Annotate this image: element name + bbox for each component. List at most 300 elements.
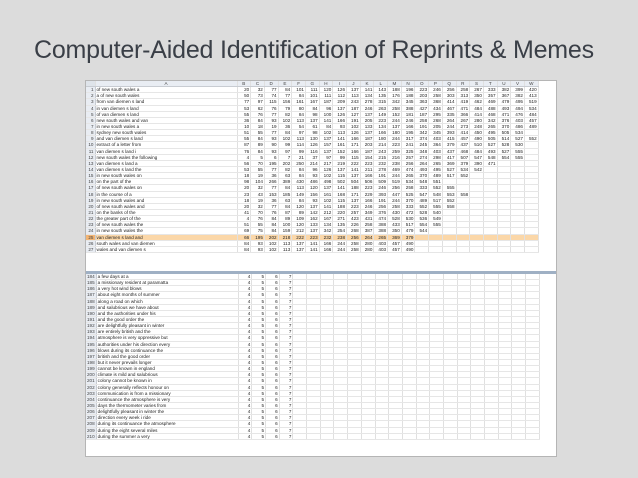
value-cell[interactable]: 113 xyxy=(347,93,361,99)
row-number[interactable]: 11 xyxy=(86,148,95,154)
value-cell[interactable]: 6 xyxy=(266,280,280,286)
phrase-cell[interactable]: days the thermometer varies from xyxy=(96,402,238,408)
value-cell[interactable]: 126 xyxy=(333,87,347,93)
value-cell[interactable]: 84 xyxy=(264,222,278,228)
value-cell[interactable]: 379 xyxy=(456,160,470,166)
phrase-cell[interactable]: in new south wales on xyxy=(95,173,237,179)
phrase-cell[interactable]: continuance the atmosphere is very xyxy=(96,396,238,402)
value-cell[interactable]: 55 xyxy=(251,130,265,136)
value-cell[interactable]: 366 xyxy=(456,111,470,117)
value-cell[interactable] xyxy=(497,246,511,252)
value-cell[interactable]: 7 xyxy=(279,415,293,421)
value-cell[interactable]: 5 xyxy=(252,298,266,304)
value-cell[interactable]: 7 xyxy=(279,323,293,329)
bottom-grid[interactable] xyxy=(86,274,540,440)
value-cell[interactable]: 202 xyxy=(264,234,278,240)
value-cell[interactable]: 93 xyxy=(264,148,278,154)
value-cell[interactable]: 55 xyxy=(251,166,265,172)
value-cell[interactable] xyxy=(389,433,403,439)
value-cell[interactable]: 84 xyxy=(292,111,306,117)
value-cell[interactable]: 256 xyxy=(347,234,361,240)
value-cell[interactable]: 427 xyxy=(415,105,429,111)
value-cell[interactable]: 6 xyxy=(266,402,280,408)
value-cell[interactable]: 114 xyxy=(292,142,306,148)
value-cell[interactable]: 399 xyxy=(511,87,525,93)
phrase-cell[interactable]: and the authorities under his xyxy=(96,310,238,316)
value-cell[interactable]: 450 xyxy=(470,130,484,136)
value-cell[interactable]: 36 xyxy=(237,117,251,123)
value-cell[interactable]: 7 xyxy=(279,347,293,353)
value-cell[interactable]: 7 xyxy=(279,421,293,427)
value-cell[interactable]: 498 xyxy=(319,179,333,185)
value-cell[interactable]: 5 xyxy=(252,310,266,316)
value-cell[interactable]: 549 xyxy=(429,216,443,222)
value-cell[interactable]: 357 xyxy=(483,93,497,99)
value-cell[interactable]: 342 xyxy=(319,228,333,234)
value-cell[interactable]: 74 xyxy=(264,93,278,99)
row-number[interactable]: 23 xyxy=(86,222,95,228)
column-header-o[interactable]: O xyxy=(415,81,429,87)
value-cell[interactable]: 5 xyxy=(252,353,266,359)
value-cell[interactable]: 4 xyxy=(238,310,252,316)
value-cell[interactable]: 63 xyxy=(278,197,292,203)
value-cell[interactable]: 116 xyxy=(305,148,319,154)
value-cell[interactable]: 137 xyxy=(305,228,319,234)
value-cell[interactable]: 93 xyxy=(251,246,265,252)
value-cell[interactable]: 263 xyxy=(374,105,388,111)
row-number[interactable]: 200 xyxy=(87,372,95,378)
value-cell[interactable]: 84 xyxy=(251,136,265,142)
value-cell[interactable]: 506 xyxy=(360,179,374,185)
value-cell[interactable]: 223 xyxy=(360,185,374,191)
value-cell[interactable]: 223 xyxy=(374,117,388,123)
value-cell[interactable]: 342 xyxy=(415,130,429,136)
value-cell[interactable]: 191 xyxy=(374,197,388,203)
value-cell[interactable] xyxy=(293,433,307,439)
row-number[interactable]: 20 xyxy=(86,203,95,209)
value-cell[interactable]: 534 xyxy=(511,130,525,136)
value-cell[interactable]: 403 xyxy=(511,117,525,123)
value-cell[interactable]: 113 xyxy=(278,240,292,246)
value-cell[interactable]: 437 xyxy=(456,142,470,148)
value-cell[interactable] xyxy=(512,433,526,439)
value-cell[interactable]: 84 xyxy=(305,105,319,111)
row-number[interactable]: 6 xyxy=(86,117,95,123)
value-cell[interactable]: 215 xyxy=(374,154,388,160)
phrase-cell[interactable]: and van diemen s land xyxy=(95,136,237,142)
value-cell[interactable]: 245 xyxy=(415,142,429,148)
row-number[interactable]: 19 xyxy=(86,197,95,203)
value-cell[interactable]: 528 xyxy=(415,209,429,215)
value-cell[interactable]: 368 xyxy=(429,99,443,105)
value-cell[interactable]: 265 xyxy=(401,173,415,179)
value-cell[interactable]: 348 xyxy=(415,148,429,154)
value-cell[interactable]: 554 xyxy=(497,154,511,160)
value-cell[interactable]: 222 xyxy=(347,160,361,166)
value-cell[interactable]: 248 xyxy=(470,123,484,129)
value-cell[interactable]: 53 xyxy=(237,105,251,111)
value-cell[interactable]: 552 xyxy=(456,173,470,179)
value-cell[interactable]: 273 xyxy=(456,123,470,129)
value-cell[interactable] xyxy=(456,246,470,252)
value-cell[interactable]: 468 xyxy=(483,111,497,117)
value-cell[interactable]: 98 xyxy=(305,111,319,117)
value-cell[interactable]: 84 xyxy=(319,123,333,129)
value-cell[interactable]: 528 xyxy=(388,216,402,222)
value-cell[interactable]: 77 xyxy=(264,87,278,93)
value-cell[interactable]: 7 xyxy=(279,310,293,316)
value-cell[interactable]: 141 xyxy=(360,87,374,93)
row-number[interactable]: 9 xyxy=(86,136,95,142)
value-cell[interactable]: 135 xyxy=(374,93,388,99)
value-cell[interactable]: 474 xyxy=(374,216,388,222)
value-cell[interactable]: 54 xyxy=(292,123,306,129)
column-header-a[interactable]: A xyxy=(95,81,237,87)
value-cell[interactable]: 7 xyxy=(279,384,293,390)
value-cell[interactable]: 6 xyxy=(266,286,280,292)
value-cell[interactable]: 479 xyxy=(401,228,415,234)
row-number[interactable]: 205 xyxy=(87,403,95,409)
value-cell[interactable]: 133 xyxy=(305,222,319,228)
value-cell[interactable]: 420 xyxy=(524,87,538,93)
value-cell[interactable]: 7 xyxy=(279,304,293,310)
value-cell[interactable]: 76 xyxy=(264,209,278,215)
value-cell[interactable]: 552 xyxy=(429,185,443,191)
value-cell[interactable] xyxy=(348,433,362,439)
value-cell[interactable]: 4 xyxy=(238,280,252,286)
row-number[interactable]: 192 xyxy=(87,323,95,329)
value-cell[interactable]: 5 xyxy=(252,341,266,347)
column-header-d[interactable]: D xyxy=(264,81,278,87)
value-cell[interactable]: 51 xyxy=(237,130,251,136)
value-cell[interactable]: 32 xyxy=(251,203,265,209)
value-cell[interactable]: 137 xyxy=(333,105,347,111)
value-cell[interactable]: 244 xyxy=(388,136,402,142)
column-header-p[interactable]: P xyxy=(429,81,443,87)
phrase-cell[interactable]: of new south wales and xyxy=(95,203,237,209)
value-cell[interactable]: 530 xyxy=(511,142,525,148)
row-number[interactable]: 5 xyxy=(86,111,95,117)
value-cell[interactable]: 232 xyxy=(374,160,388,166)
value-cell[interactable]: 7 xyxy=(279,341,293,347)
value-cell[interactable]: 96 xyxy=(319,105,333,111)
value-cell[interactable]: 7 xyxy=(279,409,293,415)
value-cell[interactable]: 115 xyxy=(347,154,361,160)
value-cell[interactable]: 187 xyxy=(347,105,361,111)
value-cell[interactable]: 5 xyxy=(252,316,266,322)
row-number[interactable]: 26 xyxy=(86,240,95,246)
value-cell[interactable]: 18 xyxy=(237,197,251,203)
column-header-t[interactable]: T xyxy=(483,81,497,87)
value-cell[interactable]: 265 xyxy=(483,123,497,129)
phrase-cell[interactable]: colony cannot be known in xyxy=(96,378,238,384)
value-cell[interactable]: 271 xyxy=(333,216,347,222)
value-cell[interactable]: 5 xyxy=(252,329,266,335)
value-cell[interactable]: 102 xyxy=(264,246,278,252)
value-cell[interactable]: 468 xyxy=(456,148,470,154)
value-cell[interactable]: 20 xyxy=(237,203,251,209)
value-cell[interactable]: 7 xyxy=(279,366,293,372)
phrase-cell[interactable]: cannot be known in england xyxy=(96,366,238,372)
value-cell[interactable]: 156 xyxy=(305,191,319,197)
value-cell[interactable]: 156 xyxy=(278,99,292,105)
value-cell[interactable]: 97 xyxy=(251,99,265,105)
value-cell[interactable]: 10 xyxy=(237,123,251,129)
phrase-cell[interactable]: a of new south wales xyxy=(95,93,237,99)
column-header-e[interactable]: E xyxy=(278,81,292,87)
row-number[interactable]: 1 xyxy=(86,87,95,93)
value-cell[interactable]: 241 xyxy=(401,142,415,148)
value-cell[interactable]: 7 xyxy=(279,402,293,408)
value-cell[interactable]: 137 xyxy=(347,173,361,179)
value-cell[interactable]: 6 xyxy=(266,341,280,347)
value-cell[interactable]: 4 xyxy=(238,372,252,378)
row-number[interactable]: 197 xyxy=(87,353,95,359)
value-cell[interactable]: 389 xyxy=(278,179,292,185)
column-header-n[interactable]: N xyxy=(401,81,415,87)
value-cell[interactable]: 77 xyxy=(264,130,278,136)
row-number[interactable]: 194 xyxy=(87,335,95,341)
value-cell[interactable]: 5 xyxy=(252,366,266,372)
value-cell[interactable]: 51 xyxy=(237,222,251,228)
value-cell[interactable]: 143 xyxy=(374,87,388,93)
value-cell[interactable]: 317 xyxy=(401,136,415,142)
value-cell[interactable]: 217 xyxy=(319,160,333,166)
value-cell[interactable]: 5 xyxy=(252,421,266,427)
value-cell[interactable]: 6 xyxy=(266,359,280,365)
value-cell[interactable]: 196 xyxy=(401,87,415,93)
value-cell[interactable]: 558 xyxy=(456,191,470,197)
bottom-pane[interactable] xyxy=(86,274,556,456)
value-cell[interactable] xyxy=(483,246,497,252)
phrase-cell[interactable]: blows during its continuance the xyxy=(96,347,238,353)
value-cell[interactable]: 77 xyxy=(264,203,278,209)
phrase-cell[interactable]: in new south wales the xyxy=(95,228,237,234)
value-cell[interactable]: 527 xyxy=(483,142,497,148)
value-cell[interactable]: 379 xyxy=(442,142,456,148)
value-cell[interactable]: 534 xyxy=(524,105,538,111)
value-cell[interactable]: 4 xyxy=(238,366,252,372)
phrase-cell[interactable]: during the eight several miles xyxy=(96,427,238,433)
phrase-cell[interactable]: sydney new south wales xyxy=(95,130,237,136)
value-cell[interactable]: 447 xyxy=(388,191,402,197)
column-header-m[interactable]: M xyxy=(388,81,402,87)
value-cell[interactable]: 6 xyxy=(266,378,280,384)
value-cell[interactable]: 484 xyxy=(524,111,538,117)
value-cell[interactable]: 55 xyxy=(251,222,265,228)
value-cell[interactable]: 90 xyxy=(264,142,278,148)
value-cell[interactable]: 187 xyxy=(415,111,429,117)
value-cell[interactable]: 552 xyxy=(524,136,538,142)
value-cell[interactable] xyxy=(470,246,484,252)
value-cell[interactable]: 349 xyxy=(360,209,374,215)
table-row[interactable] xyxy=(86,246,538,252)
column-header-j[interactable]: J xyxy=(347,81,361,87)
value-cell[interactable]: 419 xyxy=(456,99,470,105)
phrase-cell[interactable]: authorities under his direction every xyxy=(96,341,238,347)
value-cell[interactable]: 536 xyxy=(415,216,429,222)
value-cell[interactable]: 4 xyxy=(238,409,252,415)
value-cell[interactable]: 505 xyxy=(497,130,511,136)
value-cell[interactable]: 534 xyxy=(401,179,415,185)
phrase-cell[interactable]: direction every week i ride xyxy=(96,415,238,421)
value-cell[interactable]: 4 xyxy=(238,415,252,421)
column-header-i[interactable]: I xyxy=(333,81,347,87)
value-cell[interactable]: 246 xyxy=(360,203,374,209)
value-cell[interactable]: 80 xyxy=(292,105,306,111)
row-number[interactable]: 203 xyxy=(87,390,95,396)
value-cell[interactable]: 298 xyxy=(429,154,443,160)
value-cell[interactable]: 97 xyxy=(278,148,292,154)
value-cell[interactable]: 137 xyxy=(292,240,306,246)
value-cell[interactable]: 476 xyxy=(511,111,525,117)
value-cell[interactable]: 268 xyxy=(429,117,443,123)
value-cell[interactable]: 489 xyxy=(429,173,443,179)
value-cell[interactable]: 268 xyxy=(347,228,361,234)
row-number[interactable]: 8 xyxy=(86,130,95,136)
value-cell[interactable]: 226 xyxy=(347,222,361,228)
value-cell[interactable]: 161 xyxy=(333,142,347,148)
value-cell[interactable]: 18 xyxy=(251,123,265,129)
value-cell[interactable]: 159 xyxy=(278,228,292,234)
value-cell[interactable]: 4 xyxy=(238,347,252,353)
value-cell[interactable]: 84 xyxy=(278,203,292,209)
phrase-cell[interactable]: of new south wales a xyxy=(95,87,237,93)
value-cell[interactable]: 5 xyxy=(252,292,266,298)
value-cell[interactable]: 166 xyxy=(333,117,347,123)
value-cell[interactable]: 437 xyxy=(442,148,456,154)
value-cell[interactable]: 5 xyxy=(252,280,266,286)
value-cell[interactable]: 167 xyxy=(305,99,319,105)
value-cell[interactable]: 100 xyxy=(319,111,333,117)
value-cell[interactable]: 4 xyxy=(237,216,251,222)
top-pane[interactable] xyxy=(86,81,556,271)
value-cell[interactable]: 7 xyxy=(279,372,293,378)
value-cell[interactable]: 264 xyxy=(442,117,456,123)
value-cell[interactable]: 430 xyxy=(292,179,306,185)
value-cell[interactable]: 191 xyxy=(347,117,361,123)
value-cell[interactable]: 93 xyxy=(264,136,278,142)
value-cell[interactable]: 254 xyxy=(333,228,347,234)
value-cell[interactable]: 134 xyxy=(360,93,374,99)
value-cell[interactable] xyxy=(320,433,334,439)
value-cell[interactable]: 313 xyxy=(456,93,470,99)
value-cell[interactable]: 553 xyxy=(442,191,456,197)
phrase-cell[interactable]: of new south wales on xyxy=(95,185,237,191)
value-cell[interactable]: 333 xyxy=(401,203,415,209)
value-cell[interactable] xyxy=(415,246,429,252)
value-cell[interactable]: 5 xyxy=(252,427,266,433)
value-cell[interactable]: 219 xyxy=(333,160,347,166)
value-cell[interactable]: 278 xyxy=(360,99,374,105)
value-cell[interactable]: 70 xyxy=(251,160,265,166)
value-cell[interactable]: 507 xyxy=(456,154,470,160)
value-cell[interactable]: 5 xyxy=(252,433,266,439)
value-cell[interactable]: 558 xyxy=(442,203,456,209)
row-number[interactable]: 196 xyxy=(87,347,95,353)
phrase-cell[interactable]: atmosphere is very oppressive but xyxy=(96,335,238,341)
value-cell[interactable]: 6 xyxy=(266,390,280,396)
value-cell[interactable]: 115 xyxy=(333,173,347,179)
value-cell[interactable]: 370 xyxy=(415,173,429,179)
value-cell[interactable]: 166 xyxy=(360,197,374,203)
row-number[interactable]: 16 xyxy=(86,179,95,185)
value-cell[interactable]: 258 xyxy=(347,240,361,246)
value-cell[interactable]: 141 xyxy=(333,136,347,142)
top-grid[interactable] xyxy=(86,81,539,253)
value-cell[interactable]: 89 xyxy=(251,142,265,148)
value-cell[interactable]: 223 xyxy=(388,142,402,148)
phrase-cell[interactable]: a missionary resident at paramatta xyxy=(96,280,238,286)
value-cell[interactable]: 547 xyxy=(415,191,429,197)
value-cell[interactable]: 517 xyxy=(401,222,415,228)
phrase-cell[interactable]: climate is mild and salubrious xyxy=(96,372,238,378)
value-cell[interactable]: 471 xyxy=(456,105,470,111)
value-cell[interactable]: 434 xyxy=(429,105,443,111)
value-cell[interactable]: 333 xyxy=(415,185,429,191)
value-cell[interactable]: 70 xyxy=(251,209,265,215)
value-cell[interactable]: 212 xyxy=(292,228,306,234)
phrase-cell[interactable]: van diemen s land the xyxy=(95,166,237,172)
value-cell[interactable]: 166 xyxy=(319,240,333,246)
phrase-cell[interactable]: of van diemen s land xyxy=(95,111,237,117)
value-cell[interactable]: 6 xyxy=(266,384,280,390)
value-cell[interactable]: 5 xyxy=(252,274,266,280)
value-cell[interactable]: 84 xyxy=(237,240,251,246)
value-cell[interactable]: 246 xyxy=(429,87,443,93)
value-cell[interactable]: 4 xyxy=(238,323,252,329)
value-cell[interactable]: 101 xyxy=(292,87,306,93)
column-header-f[interactable]: F xyxy=(292,81,306,87)
value-cell[interactable]: 484 xyxy=(470,148,484,154)
value-cell[interactable]: 93 xyxy=(333,123,347,129)
value-cell[interactable]: 415 xyxy=(442,136,456,142)
value-cell[interactable]: 102 xyxy=(278,117,292,123)
value-cell[interactable]: 367 xyxy=(497,93,511,99)
value-cell[interactable]: 126 xyxy=(333,111,347,117)
value-cell[interactable]: 264 xyxy=(415,160,429,166)
row-number[interactable]: 184 xyxy=(87,274,95,280)
row-number[interactable]: 25 xyxy=(86,234,95,240)
value-cell[interactable]: 134 xyxy=(374,123,388,129)
value-cell[interactable]: 113 xyxy=(278,246,292,252)
value-cell[interactable]: 102 xyxy=(278,136,292,142)
value-cell[interactable]: 4 xyxy=(238,329,252,335)
value-cell[interactable]: 528 xyxy=(497,142,511,148)
value-cell[interactable]: 109 xyxy=(292,216,306,222)
value-cell[interactable]: 6 xyxy=(266,421,280,427)
value-cell[interactable]: 120 xyxy=(319,87,333,93)
value-cell[interactable]: 6 xyxy=(266,329,280,335)
value-cell[interactable]: 457 xyxy=(524,117,538,123)
value-cell[interactable]: 73 xyxy=(251,93,265,99)
value-cell[interactable]: 414 xyxy=(456,130,470,136)
value-cell[interactable]: 5 xyxy=(252,372,266,378)
value-cell[interactable]: 479 xyxy=(497,99,511,105)
phrase-cell[interactable]: in new south wales a xyxy=(95,123,237,129)
value-cell[interactable]: 41 xyxy=(237,209,251,215)
phrase-cell[interactable]: the greater part of the xyxy=(95,216,237,222)
value-cell[interactable]: 96 xyxy=(305,166,319,172)
row-number[interactable]: 202 xyxy=(87,384,95,390)
value-cell[interactable]: 433 xyxy=(388,222,402,228)
value-cell[interactable]: 171 xyxy=(347,142,361,148)
value-cell[interactable]: 141 xyxy=(305,246,319,252)
value-cell[interactable]: 55 xyxy=(237,111,251,117)
column-header-u[interactable]: U xyxy=(497,81,511,87)
value-cell[interactable]: 258 xyxy=(415,117,429,123)
value-cell[interactable] xyxy=(443,433,457,439)
